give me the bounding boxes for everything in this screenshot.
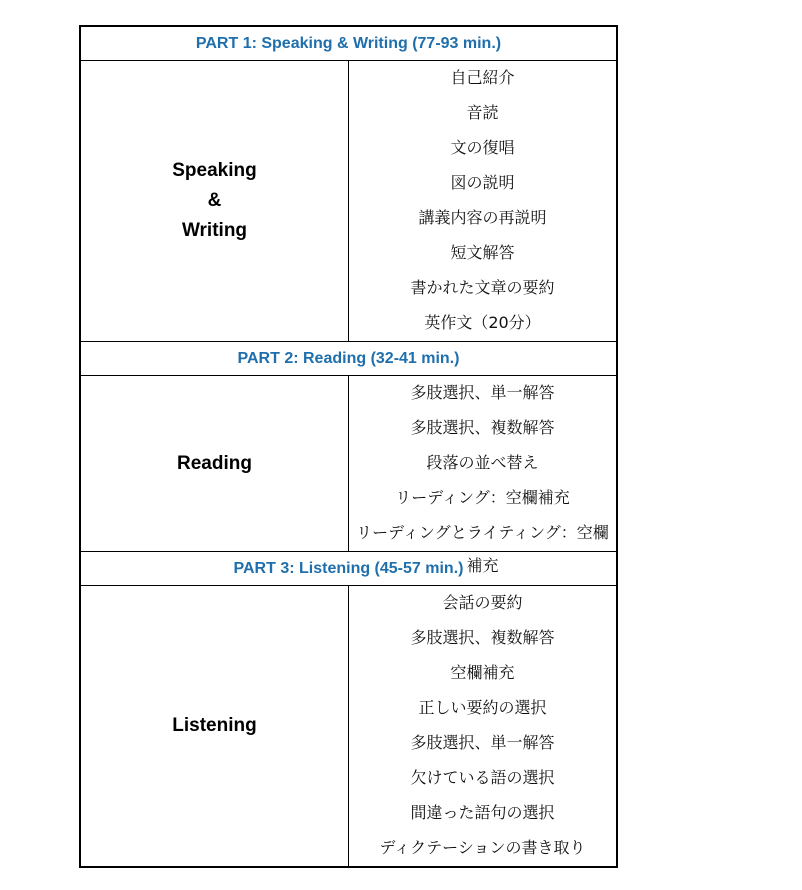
task-item: 多肢選択、複数解答: [410, 418, 555, 437]
task-item: 講義内容の再説明: [418, 208, 547, 227]
section-body-row: [80, 586, 617, 868]
part-header: PART 1: Speaking & Writing (77-93 min.): [80, 26, 617, 61]
category-label-line: Speaking: [172, 160, 257, 181]
category-cell: [80, 586, 349, 868]
part-header-row: [80, 342, 617, 376]
part-header-row: [80, 552, 617, 586]
part-header-row: [80, 26, 617, 61]
task-item: 多肢選択、単一解答: [410, 383, 555, 402]
section-body-row: [80, 61, 617, 342]
part-header: PART 3: Listening (45-57 min.): [80, 552, 617, 586]
section-body-row: [80, 376, 617, 552]
task-item: 正しい要約の選択: [418, 698, 547, 717]
task-item: 間違った語句の選択: [410, 803, 555, 822]
task-list: [349, 61, 616, 341]
task-item: ディクテーションの書き取り: [379, 838, 586, 857]
task-item: 短文解答: [450, 243, 515, 262]
task-item: 音読: [466, 103, 499, 122]
task-item: リーディング：空欄補充: [395, 488, 570, 507]
category-label-line: Listening: [172, 715, 257, 736]
task-item: 空欄補充: [450, 663, 515, 682]
task-cell: [349, 376, 618, 575]
task-item: 多肢選択、単一解答: [410, 733, 555, 752]
category-cell: [80, 61, 349, 342]
category-label-line: &: [207, 190, 222, 211]
exam-structure-table: [79, 25, 618, 868]
task-list: [349, 586, 616, 866]
category-label-line: Reading: [177, 452, 252, 474]
task-item: 多肢選択、複数解答: [410, 628, 555, 647]
part-header: PART 2: Reading (32-41 min.): [80, 342, 617, 376]
task-item: 書かれた文章の要約: [410, 278, 555, 297]
task-item: 段落の並べ替え: [426, 453, 539, 472]
task-cell: [349, 61, 618, 342]
task-list: [349, 376, 616, 575]
task-item: 会話の要約: [442, 593, 523, 612]
category-cell: [80, 376, 349, 552]
category-label-line: Writing: [181, 220, 248, 241]
task-item: 自己紹介: [450, 68, 515, 87]
task-item: 図の説明: [450, 173, 515, 192]
task-cell: [349, 586, 618, 868]
task-item: 英作文（20分）: [424, 313, 541, 332]
task-item: 欠けている語の選択: [410, 768, 555, 787]
task-item: リーディングとライティング：空欄補充: [356, 523, 609, 575]
task-item: 文の復唱: [450, 138, 515, 157]
